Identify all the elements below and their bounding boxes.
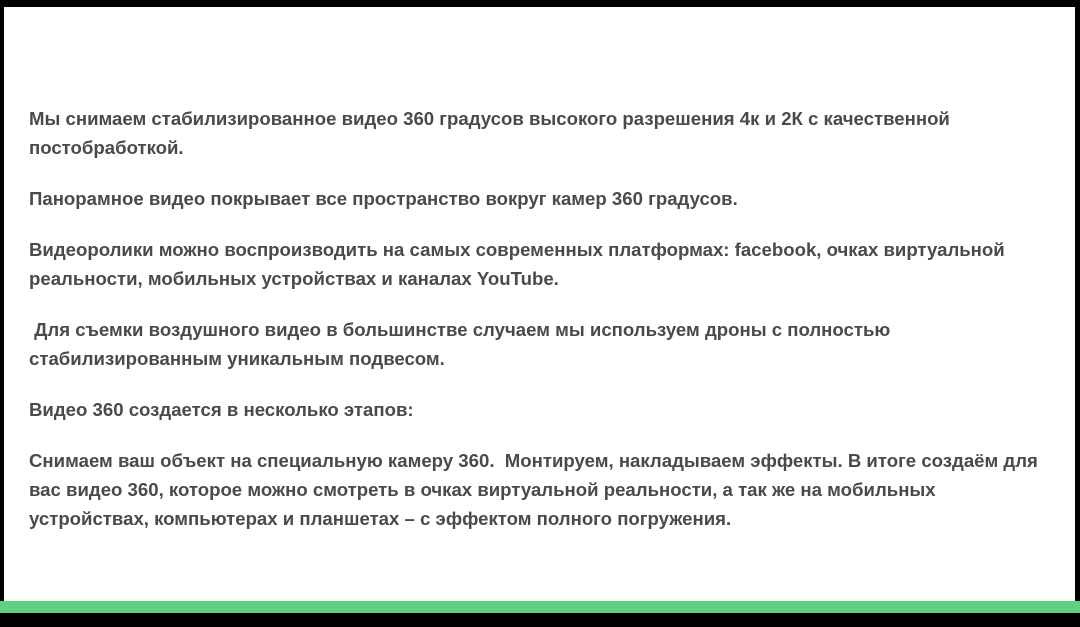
content-card [4,7,1075,601]
paragraph-platforms: Видеоролики можно воспроизводить на самых современных платформах: facebook, очках виртуальной реальности, мобильных устройствах и каналах YouTube. [29,239,1005,289]
text-content [29,104,1059,555]
paragraph-panoramic: Панорамное видео покрывает все пространство вокруг камер 360 градусов. [29,188,738,209]
bottom-frame [0,613,1080,627]
accent-bar [0,601,1080,613]
paragraph-stages: Видео 360 создается в несколько этапов: [29,399,414,420]
paragraph-intro: Мы снимаем стабилизированное видео 360 градусов высокого разрешения 4к и 2К с качественной постобработкой. [29,108,950,158]
paragraph-drones: Для съемки воздушного видео в большинстве случаем мы используем дроны с полностью стабилизированным уникальным подвесом. [29,319,896,369]
right-frame [1075,0,1080,627]
top-frame [0,0,1080,7]
paragraph-process: Снимаем ваш объект на специальную камеру 360. Монтируем, накладываем эффекты. В итоге создаём для вас видео 360, которое можно смотреть в очках виртуальной реальности, а так же на мобильных устройствах, компьютерах и планшетах – с эффектом полного погружения. [29,450,1044,529]
